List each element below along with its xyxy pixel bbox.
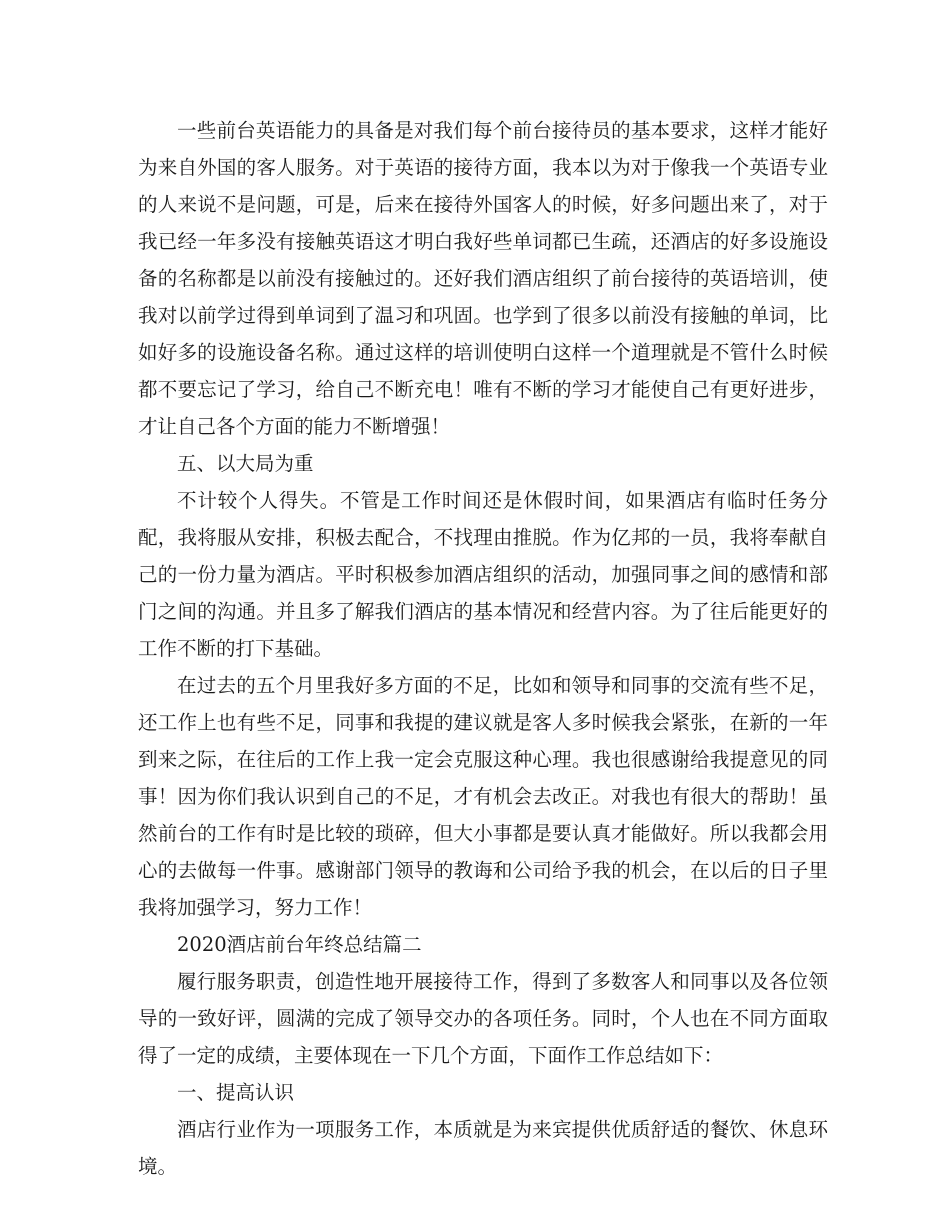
paragraph-service-duties: 履行服务职责，创造性地开展接待工作，得到了多数客人和同事以及各位领导的一致好评，圆满的完成了领导交办的各项任务。同时，个人也在不同方面取得了一定的成绩，主要体现在一下几个方面，下面作工作总结如下： [138, 970, 828, 1067]
document-body [138, 112, 828, 1185]
paragraph-shortcomings: 在过去的五个月里我好多方面的不足，比如和领导和同事的交流有些不足，还工作上也有些不足，同事和我提的建议就是客人多时候我会紧张，在新的一年到来之际，在往后的工作上我一定会克服这种心理。我也很感谢给我提意见的同事！因为你们我认识到自己的不足，才有机会去改正。对我也有很大的帮助！虽然前台的工作有时是比较的琐碎，但大小事都是要认真才能做好。所以我都会用心的去做每一件事。感谢部门领导的教诲和公司给予我的机会，在以后的日子里我将加强学习，努力工作！ [138, 674, 828, 919]
paragraph-teamwork: 不计较个人得失。不管是工作时间还是休假时间，如果酒店有临时任务分配，我将服从安排，积极去配合，不找理由推脱。作为亿邦的一员，我将奉献自己的一份力量为酒店。平时积极参加酒店组织的活动，加强同事之间的感情和部门之间的沟通。并且多了解我们酒店的基本情况和经营内容。为了往后能更好的工作不断的打下基础。 [138, 489, 828, 660]
article-title-part-two: 2020酒店前台年终总结篇二 [177, 933, 422, 956]
section-heading-raise-awareness: 一、提高认识 [177, 1081, 295, 1104]
paragraph-hotel-industry: 酒店行业作为一项服务工作，本质就是为来宾提供优质舒适的餐饮、休息环境。 [138, 1118, 828, 1178]
paragraph-english-training: 一些前台英语能力的具备是对我们每个前台接待员的基本要求，这样才能好为来自外国的客人服务。对于英语的接待方面，我本以为对于像我一个英语专业的人来说不是问题，可是，后来在接待外国客人的时候，好多问题出来了，对于我已经一年多没有接触英语这才明白我好些单词都已生疏，还酒店的好多设施设备的名称都是以前没有接触过的。还好我们酒店组织了前台接待的英语培训，使我对以前学过得到单词到了温习和巩固。也学到了很多以前没有接触的单词，比如好多的设施设备名称。通过这样的培训使明白这样一个道理就是不管什么时候都不要忘记了学习，给自己不断充电！唯有不断的学习才能使自己有更好进步，才让自己各个方面的能力不断增强！ [138, 119, 828, 438]
section-heading-big-picture: 五、以大局为重 [177, 452, 314, 475]
